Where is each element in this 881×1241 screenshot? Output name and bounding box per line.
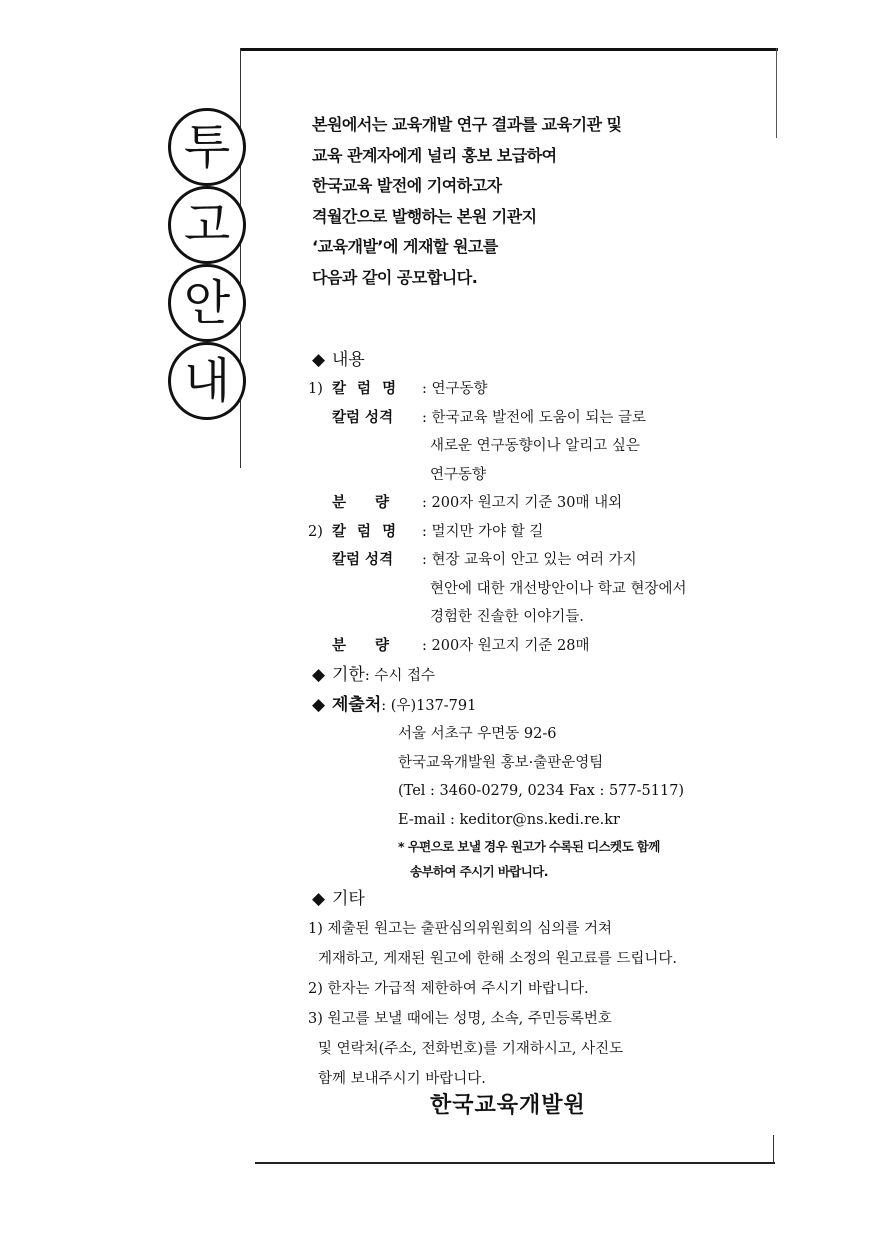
section-heading: 기타 bbox=[332, 889, 365, 909]
submit-address bbox=[308, 720, 788, 884]
intro-line: 격월간으로 발행하는 본원 기관지 bbox=[312, 206, 537, 226]
column-1-name bbox=[308, 375, 788, 404]
submit-note: 송부하여 주시기 바랍니다. bbox=[410, 864, 548, 879]
diamond-bullet-icon: ◆ bbox=[312, 695, 326, 715]
field-label: 칼럼 성격 bbox=[332, 551, 394, 568]
title-char: 안 bbox=[168, 264, 246, 342]
etc-line: 함께 보내주시기 바랍니다. bbox=[318, 1071, 486, 1087]
email-line: E-mail : keditor@ns.kedi.re.kr bbox=[398, 811, 620, 828]
section-heading: 제출처 bbox=[332, 695, 382, 715]
field-value: : 한국교육 발전에 도움이 되는 글로 bbox=[422, 409, 647, 426]
deadline-value: : 수시 접수 bbox=[364, 668, 435, 684]
etc-line: 게재하고, 게재된 원고에 한해 소정의 원고료를 드립니다. bbox=[318, 951, 678, 967]
section-heading: 기한 bbox=[332, 665, 365, 685]
intro-line: ‘교육개발’에 게재할 원고를 bbox=[312, 237, 498, 256]
organization-name: 한국교육개발원 bbox=[430, 1093, 586, 1118]
field-value: : 200자 원고지 기준 30매 내외 bbox=[422, 495, 623, 511]
title-char: 고 bbox=[168, 186, 246, 264]
field-value: : 연구동향 bbox=[422, 381, 488, 397]
etc-line: 3) 원고를 보낼 때에는 성명, 소속, 주민등록번호 bbox=[308, 1011, 612, 1027]
column-2-amount bbox=[308, 632, 788, 661]
section-deadline bbox=[308, 660, 788, 690]
field-label: 칼럼 성격 bbox=[332, 408, 394, 426]
intro-line: 본원에서는 교육개발 연구 결과를 교육기관 및 bbox=[312, 115, 622, 134]
address-line: 서울 서초구 우면동 92-6 bbox=[398, 726, 557, 742]
postal-code: : (우)137-791 bbox=[381, 698, 477, 714]
intro-line: 한국교육 발전에 기여하고자 bbox=[312, 176, 502, 195]
section-content-heading bbox=[308, 345, 788, 375]
phone-line: (Tel : 3460-0279, 0234 Fax : 577-5117) bbox=[398, 783, 685, 799]
field-label: 칼 럼 명 bbox=[332, 522, 400, 540]
field-value: 새로운 연구동향이나 알리고 싶은 bbox=[430, 438, 640, 454]
address-line: 한국교육개발원 홍보·출판운영팀 bbox=[398, 754, 604, 771]
column-1-amount bbox=[308, 489, 788, 518]
column-2-nature-cont bbox=[308, 575, 788, 604]
title-char: 내 bbox=[168, 342, 246, 420]
title-circles bbox=[168, 108, 256, 420]
field-value: 현안에 대한 개선방안이나 학교 현장에서 bbox=[430, 580, 687, 597]
field-label: 분 량 bbox=[332, 494, 402, 511]
etc-line: 1) 제출된 원고는 출판심의위원회의 심의를 거쳐 bbox=[308, 921, 613, 937]
column-2-name bbox=[308, 518, 788, 547]
field-value: : 200자 원고지 기준 28매 bbox=[422, 637, 590, 654]
frame-bottom-border bbox=[255, 1162, 775, 1164]
field-label: 분 량 bbox=[332, 636, 402, 654]
item-number: 2) bbox=[308, 523, 323, 540]
column-1-nature-cont bbox=[308, 461, 788, 490]
diamond-bullet-icon: ◆ bbox=[312, 665, 326, 685]
frame-top-border bbox=[240, 48, 778, 51]
section-heading: 내용 bbox=[332, 350, 365, 370]
item-number: 1) bbox=[308, 381, 323, 397]
field-value: 경험한 진솔한 이야기들. bbox=[430, 609, 584, 625]
section-submit bbox=[308, 690, 788, 720]
section-etc bbox=[308, 884, 788, 914]
diamond-bullet-icon: ◆ bbox=[312, 889, 326, 909]
column-1-nature-cont bbox=[308, 432, 788, 461]
field-value: : 멀지만 가야 할 길 bbox=[422, 523, 544, 540]
submit-note: * 우편으로 보낼 경우 원고가 수록된 디스켓도 함께 bbox=[398, 839, 660, 854]
field-value: 연구동향 bbox=[430, 466, 487, 483]
frame-right-border bbox=[776, 48, 777, 138]
etc-line: 및 연락처(주소, 전화번호)를 기재하시고, 사진도 bbox=[318, 1041, 624, 1057]
notice-content bbox=[308, 345, 788, 1094]
field-label: 칼 럼 명 bbox=[332, 380, 400, 397]
intro-paragraph bbox=[312, 110, 622, 293]
frame-right-bottom-border bbox=[773, 1135, 774, 1163]
column-2-nature-cont bbox=[308, 603, 788, 632]
intro-line: 교육 관계자에게 널리 홍보 보급하여 bbox=[312, 145, 557, 165]
etc-line: 2) 한자는 가급적 제한하여 주시기 바랍니다. bbox=[308, 981, 589, 997]
diamond-bullet-icon: ◆ bbox=[312, 350, 326, 370]
column-2-nature bbox=[308, 546, 788, 575]
intro-line: 다음과 같이 공모합니다. bbox=[312, 267, 478, 287]
field-value: : 현장 교육이 안고 있는 여러 가지 bbox=[422, 552, 637, 568]
column-1-nature bbox=[308, 404, 788, 433]
title-char: 투 bbox=[168, 108, 246, 186]
